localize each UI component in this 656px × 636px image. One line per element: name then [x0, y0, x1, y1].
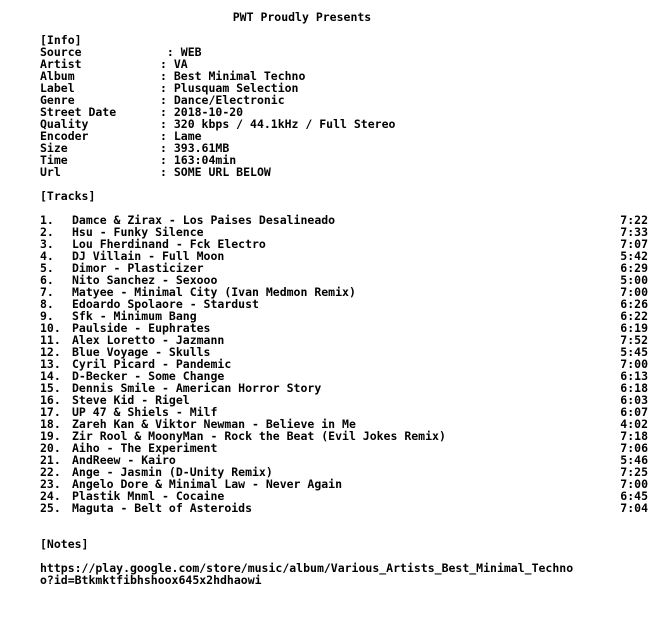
track-title: Plastik Mnml - Cocaine	[72, 489, 225, 503]
track-duration: 6:22	[620, 309, 648, 323]
track-number: 10.	[40, 321, 61, 335]
track-title: Steve Kid - Rigel	[72, 393, 190, 407]
track-duration: 6:26	[620, 297, 648, 311]
track-title: Zir Rool & MoonyMan - Rock the Beat (Evil Jokes Remix)	[72, 429, 446, 443]
track-title: Angelo Dore & Minimal Law - Never Again	[72, 477, 343, 491]
track-duration: 7:33	[620, 225, 648, 239]
track-title: Nito Sanchez - Sexooo	[72, 273, 218, 287]
track-number: 5.	[40, 261, 54, 275]
info-key: Genre	[40, 93, 75, 107]
info-value: Best Minimal Techno	[173, 69, 306, 83]
track-duration: 6:03	[620, 393, 648, 407]
track-duration: 6:45	[620, 489, 648, 503]
info-value: 320 kbps / 44.1kHz / Full Stereo	[173, 117, 396, 131]
track-duration: 5:46	[620, 453, 648, 467]
info-separator: :	[160, 153, 174, 167]
track-number: 16.	[40, 393, 61, 407]
track-number: 7.	[40, 285, 54, 299]
track-number: 24.	[40, 489, 61, 503]
tracks-section-label: [Tracks]	[40, 189, 96, 203]
info-row	[40, 166, 652, 178]
info-separator: :	[160, 117, 174, 131]
track-number: 2.	[40, 225, 54, 239]
track-number: 8.	[40, 297, 54, 311]
track-row	[40, 502, 652, 514]
track-duration: 6:07	[620, 405, 648, 419]
track-title: Lou Fherdinand - Fck Electro	[72, 237, 266, 251]
track-duration: 6:19	[620, 321, 648, 335]
track-title: Cyril Picard - Pandemic	[72, 357, 232, 371]
info-key: Source	[40, 45, 82, 59]
info-separator: :	[160, 141, 174, 155]
info-separator: :	[160, 81, 174, 95]
info-key: Url	[40, 165, 61, 179]
track-number: 13.	[40, 357, 61, 371]
track-duration: 7:00	[620, 477, 648, 491]
info-separator: :	[160, 129, 174, 143]
track-number: 21.	[40, 453, 61, 467]
info-key: Album	[40, 69, 75, 83]
track-number: 12.	[40, 345, 61, 359]
info-value: 2018-10-20	[173, 105, 244, 119]
track-title: Matyee - Minimal City (Ivan Medmon Remix)	[72, 285, 356, 299]
track-number: 22.	[40, 465, 61, 479]
info-value: WEB	[180, 45, 202, 59]
info-value: Dance/Electronic	[173, 93, 285, 107]
track-number: 18.	[40, 417, 61, 431]
track-title: Alex Loretto - Jazmann	[72, 333, 225, 347]
track-duration: 4:02	[620, 417, 648, 431]
info-separator: :	[160, 69, 174, 83]
info-key: Time	[40, 153, 68, 167]
track-title: Maguta - Belt of Asteroids	[72, 501, 253, 515]
info-key: Label	[40, 81, 75, 95]
track-title: UP 47 & Shiels - Milf	[72, 405, 218, 419]
track-duration: 6:29	[620, 261, 648, 275]
info-row	[40, 82, 652, 94]
info-key: Size	[40, 141, 68, 155]
info-separator: :	[160, 45, 181, 59]
track-list	[40, 214, 652, 514]
info-row	[40, 70, 652, 82]
info-row	[40, 58, 652, 70]
track-duration: 5:45	[620, 345, 648, 359]
track-title: DJ Villain - Full Moon	[72, 249, 225, 263]
info-key: Artist	[40, 57, 82, 71]
track-duration: 7:52	[620, 333, 648, 347]
track-title: Dennis Smile - American Horror Story	[72, 381, 322, 395]
track-duration: 7:22	[620, 213, 648, 227]
track-duration: 6:13	[620, 369, 648, 383]
track-duration: 6:18	[620, 381, 648, 395]
track-number: 23.	[40, 477, 61, 491]
track-duration: 7:25	[620, 465, 648, 479]
track-duration: 7:00	[620, 357, 648, 371]
track-duration: 5:00	[620, 273, 648, 287]
notes-section-label: [Notes]	[40, 537, 89, 551]
track-title: Damce & Zirax - Los Paises Desalineado	[72, 213, 336, 227]
track-number: 1.	[40, 213, 54, 227]
track-duration: 5:42	[620, 249, 648, 263]
track-title: Aiho - The Experiment	[72, 441, 218, 455]
info-row	[40, 130, 652, 142]
track-duration: 7:00	[620, 285, 648, 299]
track-title: D-Becker - Some Change	[72, 369, 225, 383]
nfo-document	[40, 10, 652, 586]
info-value: 393.61MB	[173, 141, 230, 155]
track-title: Edoardo Spolaore - Stardust	[72, 297, 259, 311]
track-number: 4.	[40, 249, 54, 263]
info-key: Encoder	[40, 129, 89, 143]
info-separator: :	[160, 57, 174, 71]
info-separator: :	[160, 93, 174, 107]
track-title: Zareh Kan & Viktor Newman - Believe in Me	[72, 417, 356, 431]
info-row	[40, 142, 652, 154]
track-number: 19.	[40, 429, 61, 443]
info-list	[40, 46, 652, 178]
notes-url-line-1: https://play.google.com/store/music/album/Various_Artists_Best_Minimal_Techno	[40, 561, 574, 575]
track-title: Hsu - Funky Silence	[72, 225, 204, 239]
info-separator: :	[160, 105, 174, 119]
info-value: VA	[173, 57, 188, 71]
info-section-label: [Info]	[40, 33, 82, 47]
track-title: Dimor - Plasticizer	[72, 261, 204, 275]
info-value: SOME URL BELOW	[173, 165, 271, 179]
info-value: 163:04min	[173, 153, 237, 167]
track-number: 17.	[40, 405, 61, 419]
track-title: AndReew - Kairo	[72, 453, 176, 467]
info-row	[40, 94, 652, 106]
nfo-title: PWT Proudly Presents	[232, 10, 372, 24]
track-title: Paulside - Euphrates	[72, 321, 211, 335]
info-key: Quality	[40, 117, 89, 131]
info-separator: :	[160, 165, 174, 179]
notes-url-line-2: o?id=Btkmktfibhshoox645x2hdhaowi	[40, 573, 262, 587]
info-row	[40, 154, 652, 166]
track-duration: 7:18	[620, 429, 648, 443]
track-number: 15.	[40, 381, 61, 395]
track-duration: 7:07	[620, 237, 648, 251]
track-duration: 7:06	[620, 441, 648, 455]
track-number: 9.	[40, 309, 54, 323]
track-title: Blue Voyage - Skulls	[72, 345, 211, 359]
info-key: Street Date	[40, 105, 117, 119]
track-title: Sfk - Minimum Bang	[72, 309, 197, 323]
info-row	[40, 46, 652, 58]
track-title: Ange - Jasmin (D-Unity Remix)	[72, 465, 273, 479]
info-value: Plusquam Selection	[173, 81, 299, 95]
track-number: 11.	[40, 333, 61, 347]
track-number: 3.	[40, 237, 54, 251]
info-row	[40, 118, 652, 130]
track-number: 6.	[40, 273, 54, 287]
track-duration: 7:04	[620, 501, 648, 515]
info-value: Lame	[173, 129, 202, 143]
track-number: 14.	[40, 369, 61, 383]
track-number: 25.	[40, 501, 61, 515]
track-number: 20.	[40, 441, 61, 455]
